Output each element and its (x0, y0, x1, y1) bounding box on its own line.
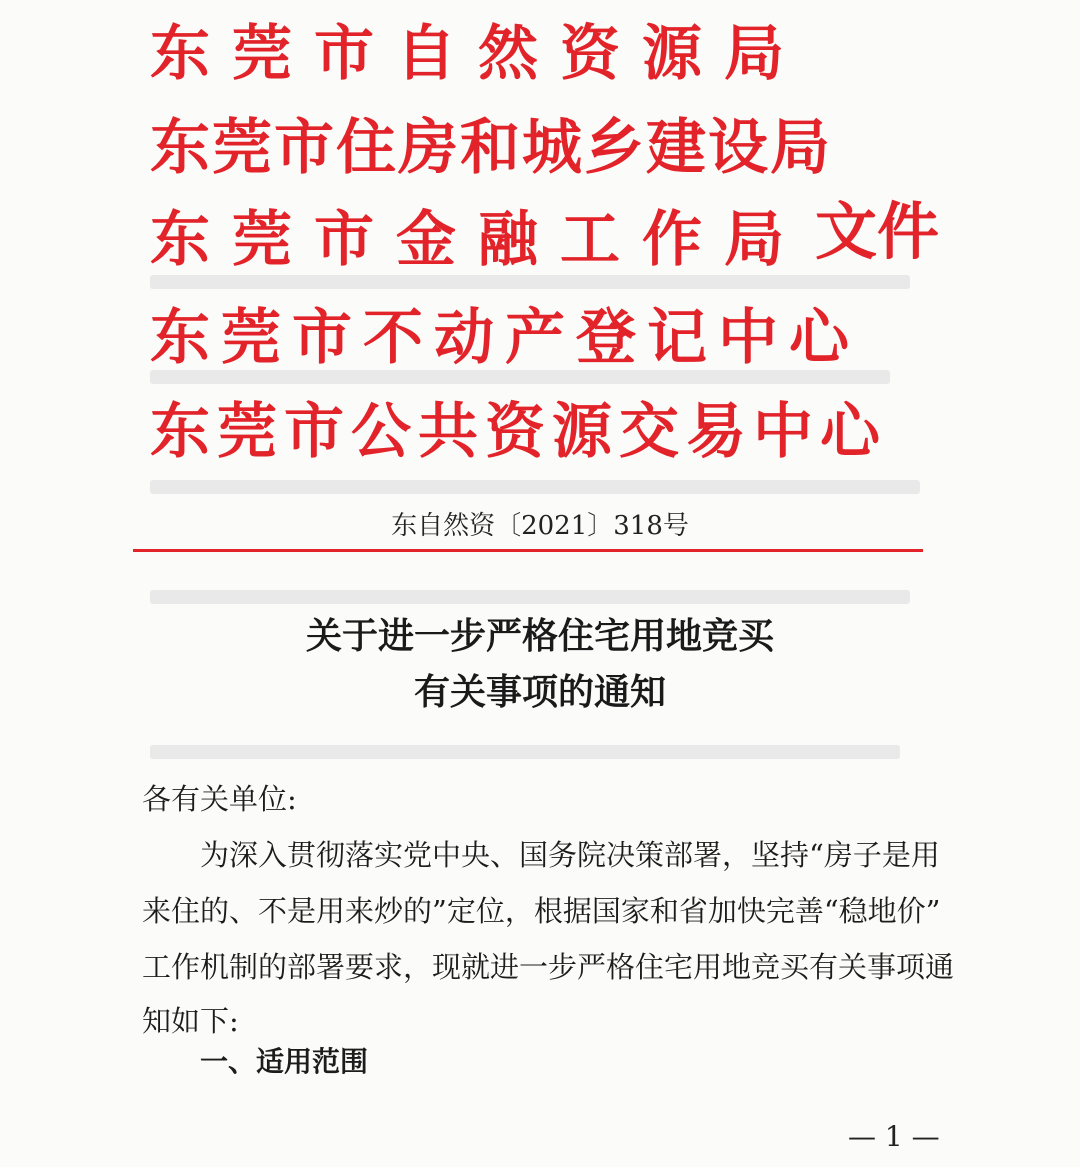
bleed-through-line (150, 480, 920, 494)
header-document-word: 文件 (815, 195, 940, 268)
paragraph-line: 来住的、不是用来炒的”定位，根据国家和省加快完善“稳地价” (142, 894, 941, 928)
red-divider-line (133, 549, 923, 552)
bleed-through-line (150, 590, 910, 604)
paragraph-line: 知如下: (142, 1004, 239, 1038)
salutation: 各有关单位: (142, 782, 297, 816)
header-org-real-estate-registration: 东莞市不动产登记中心 (150, 303, 860, 373)
header-org-housing: 东莞市住房和城乡建设局 (150, 113, 832, 183)
notice-title-line-2: 有关事项的通知 (413, 671, 666, 713)
section-heading-scope: 一、适用范围 (200, 1045, 369, 1078)
header-org-natural-resources: 东莞市自然资源局 (150, 19, 806, 89)
page-number: — 1 — (848, 1120, 940, 1153)
notice-title-line-1: 关于进一步严格住宅用地竞买 (305, 615, 774, 657)
header-org-public-resources-trading: 东莞市公共资源交易中心 (150, 397, 887, 467)
paragraph-line: 工作机制的部署要求，现就进一步严格住宅用地竞买有关事项通 (142, 950, 955, 984)
bleed-through-line (150, 275, 910, 289)
bleed-through-line (150, 745, 900, 759)
header-org-finance: 东莞市金融工作局 (150, 205, 806, 275)
paragraph-line: 为深入贯彻落实党中央、国务院决策部署，坚持“房子是用 (200, 838, 940, 872)
document-number: 东自然资〔2021〕318号 (391, 511, 689, 541)
